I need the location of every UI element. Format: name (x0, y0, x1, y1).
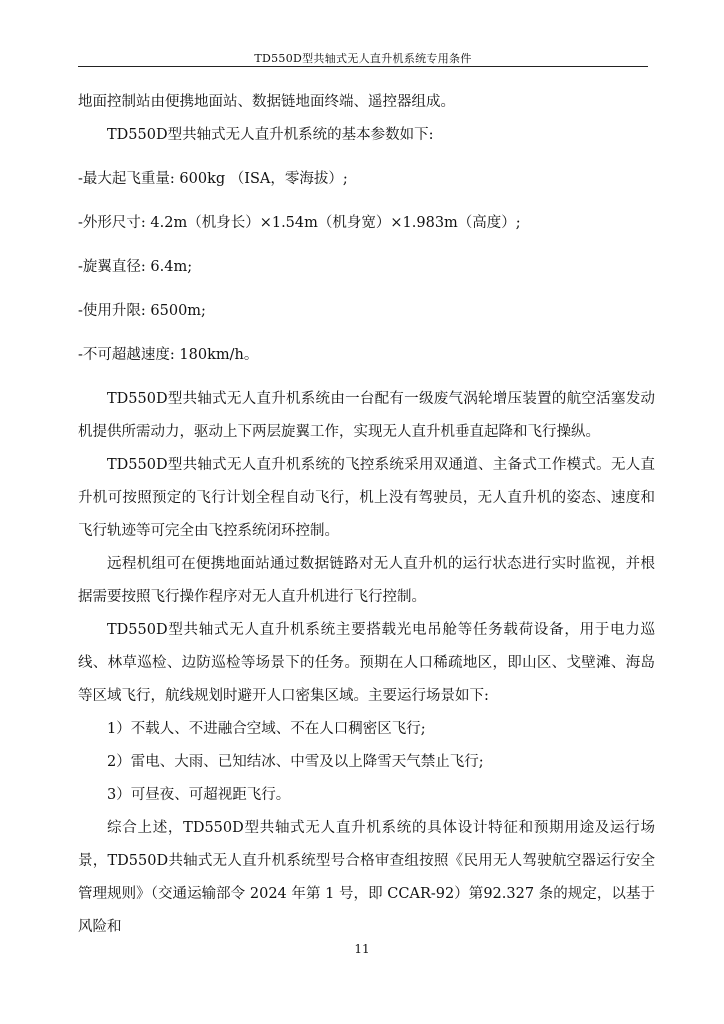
header-divider (78, 66, 648, 67)
paragraph-ground-station: 地面控制站由便携地面站、数据链地面终端、遥控器组成。 (78, 94, 455, 110)
param-rotor-diameter: -旋翼直径: 6.4m; (78, 259, 193, 275)
param-service-ceiling: -使用升限: 6500m; (78, 303, 206, 319)
paragraph-mission-payload: TD550D型共轴式无人直升机系统主要搭载光电吊舱等任务载荷设备，用于电力巡线、林草巡检、边防巡检等场景下的任务。预期在人口稀疏地区，即山区、戈壁滩、海岛等区域飞行，航线规划时避开人口密集区域。主要运行场景如下: (78, 622, 655, 704)
paragraph-remote-crew: 远程机组可在便携地面站通过数据链路对无人直升机的运行状态进行实时监视，并根据需要按照飞行操作程序对无人直升机进行飞行控制。 (78, 556, 655, 605)
page-header-title: TD550D型共轴式无人直升机系统专用条件 (254, 52, 472, 65)
paragraph-summary: 综合上述，TD550D型共轴式无人直升机系统的具体设计特征和预期用途及运行场景，TD550D共轴式无人直升机系统型号合格审查组按照《民用无人驾驶航空器运行安全管理规则》（交通运输部令 2024 年第 1 号，即 CCAR-92）第92.327 条的规定，以基于风险和 (78, 820, 655, 935)
paragraph-powerplant: TD550D型共轴式无人直升机系统由一台配有一级废气涡轮增压装置的航空活塞发动机提供所需动力，驱动上下两层旋翼工作，实现无人直升机垂直起降和飞行操纵。 (78, 391, 655, 440)
paragraph-flight-control: TD550D型共轴式无人直升机系统的飞控系统采用双通道、主备式工作模式。无人直升机可按照预定的飞行计划全程自动飞行，机上没有驾驶员，无人直升机的姿态、速度和飞行轨迹等可完全由飞控系统闭环控制。 (78, 457, 655, 539)
paragraph-params-intro: TD550D型共轴式无人直升机系统的基本参数如下: (107, 127, 434, 143)
page-number: 11 (354, 942, 370, 956)
param-dimensions: -外形尺寸: 4.2m（机身长）×1.54m（机身宽）×1.983m（高度）; (78, 215, 521, 231)
document-body (78, 86, 655, 944)
list-item-scenario-3: 3）可昼夜、可超视距飞行。 (107, 787, 291, 803)
list-item-scenario-1: 1）不载人、不进融合空域、不在人口稠密区飞行; (107, 721, 426, 737)
param-never-exceed-speed: -不可超越速度: 180km/h。 (78, 347, 259, 363)
param-max-takeoff-weight: -最大起飞重量: 600kg （ISA，零海拔）; (78, 171, 348, 187)
list-item-scenario-2: 2）雷电、大雨、已知结冰、中雪及以上降雪天气禁止飞行; (107, 754, 484, 770)
